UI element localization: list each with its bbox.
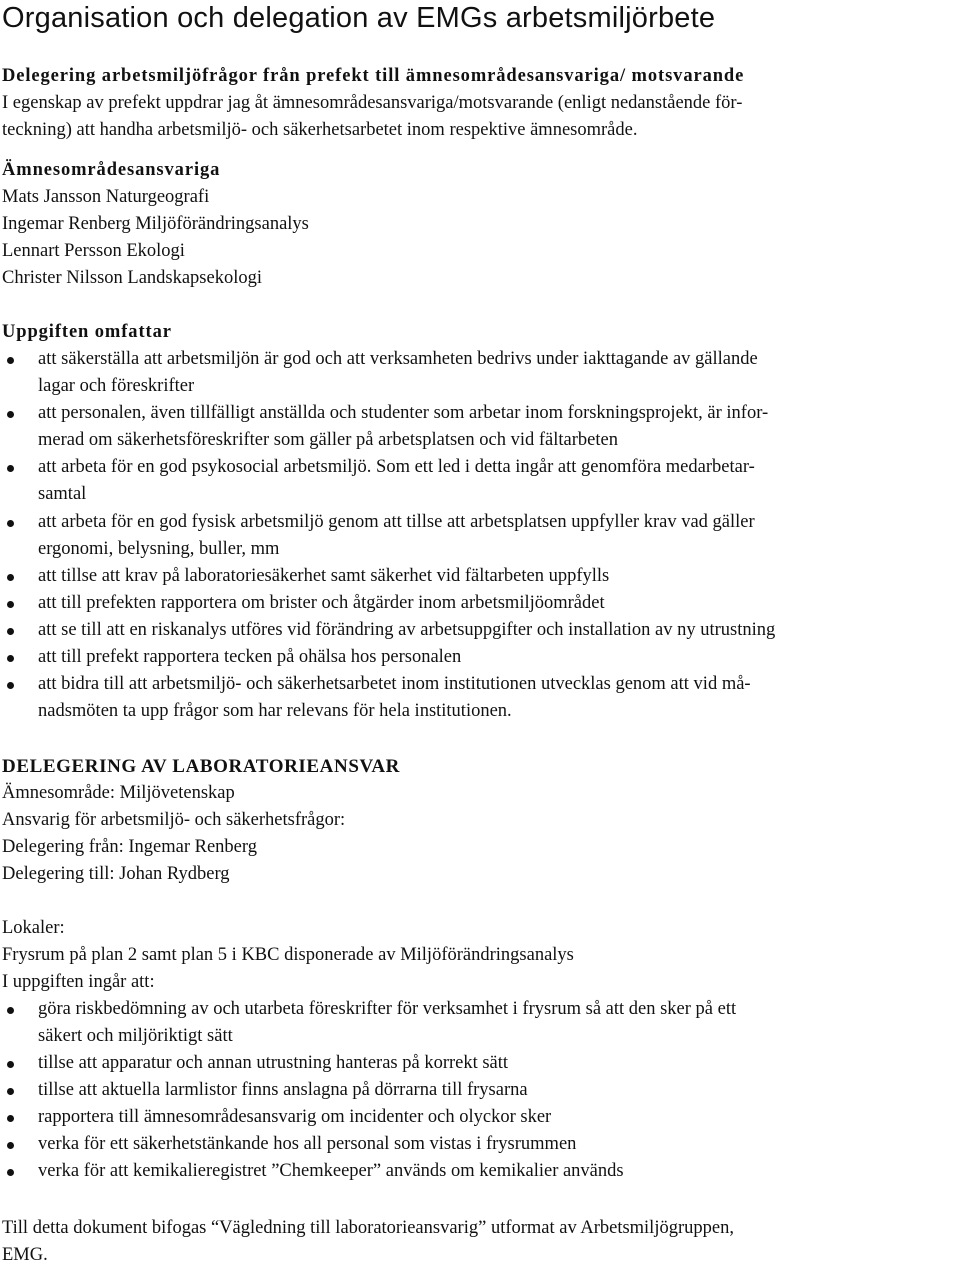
task-item: merad om säkerhetsföreskrifter som gäller på arbetsplatsen och vid fältarbeten	[38, 430, 618, 450]
bullet-icon	[7, 411, 14, 418]
task-item: att tillse att krav på laboratoriesäkerhet samt säkerhet vid fältarbeten uppfylls	[38, 566, 610, 586]
includes-item: tillse att aktuella larmlistor finns anslagna på dörrarna till frysarna	[38, 1080, 528, 1100]
lab-info-line: Ämnesområde: Miljövetenskap	[2, 783, 235, 803]
delegation-heading: Delegering arbetsmiljöfrågor från prefekt till ämnesområdesansvariga/ motsvarande	[2, 66, 745, 86]
includes-item: verka för att kemikalieregistret ”Chemkeeper” används om kemikalier används	[38, 1161, 624, 1181]
includes-item: verka för ett säkerhetstänkande hos all personal som vistas i frysrummen	[38, 1134, 577, 1154]
delegation-text-line: teckning) att handha arbetsmiljö- och säkerhetsarbetet inom respektive ämnesområde.	[2, 120, 638, 140]
bullet-icon	[7, 1115, 14, 1122]
premises-text: Frysrum på plan 2 samt plan 5 i KBC disponerade av Miljöförändringsanalys	[2, 945, 574, 965]
responsible-item: Lennart Persson Ekologi	[2, 241, 185, 261]
attachment-note: Till detta dokument bifogas “Vägledning till laboratorieansvarig” utformat av Arbetsmiljögruppen,	[2, 1218, 734, 1238]
bullet-icon	[7, 682, 14, 689]
bullet-icon	[7, 574, 14, 581]
attachment-note: EMG.	[2, 1245, 48, 1265]
lab-heading: DELEGERING AV LABORATORIEANSVAR	[2, 756, 401, 777]
responsible-item: Christer Nilsson Landskapsekologi	[2, 268, 263, 288]
task-item: nadsmöten ta upp frågor som har relevans för hela institutionen.	[38, 701, 512, 721]
bullet-icon	[7, 520, 14, 527]
task-item: att till prefekten rapportera om brister och åtgärder inom arbetsmiljöområdet	[38, 593, 605, 613]
task-item: att bidra till att arbetsmiljö- och säkerhetsarbetet inom institutionen utvecklas genom att vid må-	[38, 674, 751, 694]
premises-label: Lokaler:	[2, 918, 65, 938]
lab-info-line: Delegering till: Johan Rydberg	[2, 864, 230, 884]
task-item: att säkerställa att arbetsmiljön är god och att verksamheten bedrivs under iakttagande av gällande	[38, 349, 758, 369]
task-item: samtal	[38, 484, 87, 504]
task-item: att se till att en riskanalys utföres vid förändring av arbetsuppgifter och installation av ny utrustning	[38, 620, 776, 640]
responsible-heading: Ämnesområdesansvariga	[2, 160, 221, 180]
task-item: att arbeta för en god fysisk arbetsmiljö genom att tillse att arbetsplatsen uppfyller krav vad gäller	[38, 512, 755, 532]
bullet-icon	[7, 1169, 14, 1176]
document-title: Organisation och delegation av EMGs arbetsmiljörbete	[2, 2, 716, 34]
bullet-icon	[7, 465, 14, 472]
lab-info-line: Ansvarig för arbetsmiljö- och säkerhetsfrågor:	[2, 810, 346, 830]
includes-label: I uppgiften ingår att:	[2, 972, 155, 992]
bullet-icon	[7, 357, 14, 364]
includes-item: tillse att apparatur och annan utrustning hanteras på korrekt sätt	[38, 1053, 509, 1073]
bullet-icon	[7, 1088, 14, 1095]
responsible-item: Mats Jansson Naturgeografi	[2, 187, 210, 207]
delegation-text-line: I egenskap av prefekt uppdrar jag åt ämnesområdesansvariga/motsvarande (enligt nedanstående för-	[2, 93, 743, 113]
task-item: att personalen, även tillfälligt anställda och studenter som arbetar inom forskningsprojekt, är infor-	[38, 403, 769, 423]
includes-item: rapportera till ämnesområdesansvarig om incidenter och olyckor sker	[38, 1107, 552, 1127]
bullet-icon	[7, 1142, 14, 1149]
task-item: att till prefekt rapportera tecken på ohälsa hos personalen	[38, 647, 462, 667]
lab-info-line: Delegering från: Ingemar Renberg	[2, 837, 257, 857]
includes-item: säkert och miljöriktigt sätt	[38, 1026, 233, 1046]
task-item: lagar och föreskrifter	[38, 376, 195, 396]
task-item: att arbeta för en god psykosocial arbetsmiljö. Som ett led i detta ingår att genomföra medarbetar-	[38, 457, 755, 477]
bullet-icon	[7, 655, 14, 662]
bullet-icon	[7, 601, 14, 608]
task-item: ergonomi, belysning, buller, mm	[38, 539, 280, 559]
bullet-icon	[7, 1007, 14, 1014]
responsible-item: Ingemar Renberg Miljöförändringsanalys	[2, 214, 309, 234]
bullet-icon	[7, 1061, 14, 1068]
task-heading: Uppgiften omfattar	[2, 322, 172, 342]
bullet-icon	[7, 628, 14, 635]
includes-item: göra riskbedömning av och utarbeta föreskrifter för verksamhet i frysrum så att den sker på ett	[38, 999, 737, 1019]
